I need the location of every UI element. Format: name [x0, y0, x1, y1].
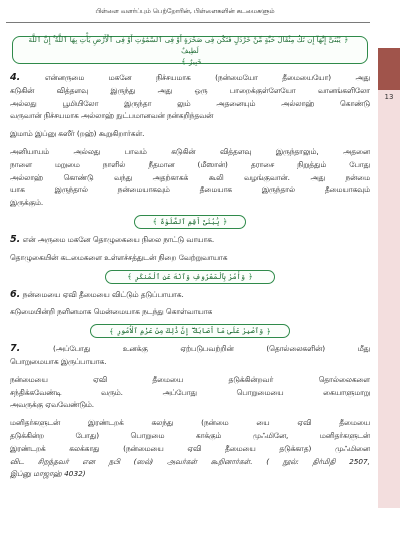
ornament-icon: ﴾: [152, 217, 158, 227]
paragraph-5-line-1: 5. என் அருமை மகனே தொழுகையை நிலை நாட்டு வாயாக.: [10, 233, 215, 245]
ornament-icon: ﴾: [181, 56, 186, 66]
patience-line-1: நன்மையை ஏவி தீமையை தடுக்கின்றவர் தொல்லைகளை: [10, 374, 370, 384]
item-number-7: 7.: [10, 343, 21, 355]
ornament-icon: ﴿: [343, 34, 349, 44]
kathir-line-3: அல்லாஹ் கொண்டு வந்து அதற்காகக் கூலி வழங்குவான். அது நன்மை: [10, 172, 370, 182]
quran-verse-box-3: [105, 270, 275, 284]
ornament-icon: ﴾: [127, 272, 132, 282]
kathir-line-2: நாளை மறுமை நாளில் நீதமான (மீஸான்) தராசை நிறுத்தும் போது: [10, 159, 370, 169]
paragraph-6-line-1: 6. நன்மையை ஏவி தீமையை விட்டும் தடுப்பாயாக.: [10, 288, 184, 300]
paragraph-4-line-2: கடுகின் வித்தளவு இருந்து அது ஒரு பாறைக்குள்ளேயோ வானங்களிலோ: [10, 85, 370, 95]
ornament-icon: ﴿: [248, 272, 253, 282]
page-number: 13: [384, 93, 394, 101]
ornament-icon: ﴿: [222, 217, 228, 227]
paragraph-6-line-2: கடுமையின்றி நளினமாக மென்மையாக நடந்து கொள்வாயாக: [10, 307, 213, 317]
paragraph-4-line-3: அல்லது பூமியிலோ இருந்தா லும் அதனையும் அல்லாஹ் கொண்டு: [10, 98, 370, 108]
paragraph-7-line-1: 7. (அப்போது உனக்கு ஏற்படுபவற்றின் (தொல்லைகளின்) மீது: [10, 343, 370, 355]
paragraph-4-line-4: வருவான் நிச்சயமாக அல்லாஹ் நுட்பமானவன் நன்கறிந்தவன்: [10, 111, 214, 121]
hadith-line-3: இரண்டறக் கலக்காது (நன்மையை ஏவி தீமையை தடுக்காத) முஃமினை: [10, 443, 370, 453]
kathir-line-5: இருக்கும்.: [10, 198, 44, 208]
quran-verse-box-1: [12, 36, 368, 64]
item-number-6: 6.: [10, 288, 21, 300]
running-header: பிள்ளை வளர்ப்பும் பெற்றோரின், பிள்ளைகளின் கடமைகளும்: [95, 7, 275, 15]
verse-2: يَٰبُنَىَّ أَقِمِ ٱلصَّلَوٰةَ: [160, 217, 220, 227]
ibn-kathir-intro: இமாம் இப்னு கஸீர் (றஹ்) கூறுகிறார்கள்.: [10, 129, 145, 139]
hadith-line-1: மனிதர்களுடன் இரண்டறக் கலந்து (நன்மை யை ஏவி தீமையை: [10, 418, 370, 428]
kathir-line-4: யாக இருந்தால் நன்மையாகவும் தீமையாக இருந்தால் தீமையாகவும்: [10, 185, 370, 195]
header-rule: [6, 22, 370, 23]
ornament-icon: ﴿: [266, 326, 271, 336]
verse-1-line-2: خَبِيرٌ: [188, 56, 202, 66]
side-tab-accent: [378, 48, 400, 90]
patience-line-2: சந்திக்கவேண்டி வரும். அப்போது பொறுமையை கையாளுமாறு: [10, 387, 370, 397]
item-number-4: 4.: [10, 72, 21, 83]
hadith-line-4: விட சிறந்தவர் என நபி (ஸல்) அவர்கள் கூறினார்கள். ( நூல்: திர்மிதி 2507,: [10, 456, 370, 466]
paragraph-4-line-1: 4. என்னருமை மகனே நிச்சயமாக (நன்மையோ தீமையையோ) அது: [10, 72, 370, 83]
verse-1-line-1: يَٰبُنَىَّ إِنَّهَآ إِن تَكُ مِثْقَالَ حَبَّةٍ مِّنْ خَرْدَلٍ فَتَكُن فِى صَخْرَةٍ أَوْ فِى ٱلسَّمَٰوَٰتِ أَوْ فِى ٱلْأَرْضِ يَأْتِ بِهَا ٱللَّهُ ۚ إِنَّ ٱللَّهَ لَطِيفٌ: [28, 34, 341, 55]
ornament-icon: ﴾: [109, 326, 114, 336]
verse-3: وَأْمُرْ بِٱلْمَعْرُوفِ وَٱنْهَ عَنِ ٱلْمُنكَرِ: [134, 272, 246, 282]
item-number-5: 5.: [10, 233, 21, 245]
hadith-line-5: இப்னு மாஜாஹ் 4032): [10, 469, 86, 479]
hadith-line-2: தடுக்கின்ற போது) பொறுமை காக்கும் முஃமினே, மனிதர்களுடன்: [10, 430, 370, 440]
kathir-line-1: அனியாயம் அல்லது பாவம் கடுகின் வித்தளவு இருந்தாலும், அதனை: [10, 146, 370, 156]
paragraph-7-line-2: பொறுமையாக இருப்பாயாக.: [10, 356, 107, 366]
verse-4: وَٱصْبِرْ عَلَىٰ مَآ أَصَابَكَ ۖ إِنَّ ذَٰلِكَ مِنْ عَزْمِ ٱلْأُمُورِ: [116, 326, 264, 336]
page-content: [10, 36, 370, 481]
side-tab: [378, 48, 400, 508]
paragraph-5-line-2: தொழுகையின் கடமைகளை உள்ளச்சத்துடன் நிறை வேற்றுவாயாக: [10, 252, 228, 262]
quran-verse-box-4: [90, 324, 290, 338]
quran-verse-box-2: [134, 215, 246, 229]
patience-line-3: அவருக்கு ஏவவேண்டும்.: [10, 400, 95, 410]
